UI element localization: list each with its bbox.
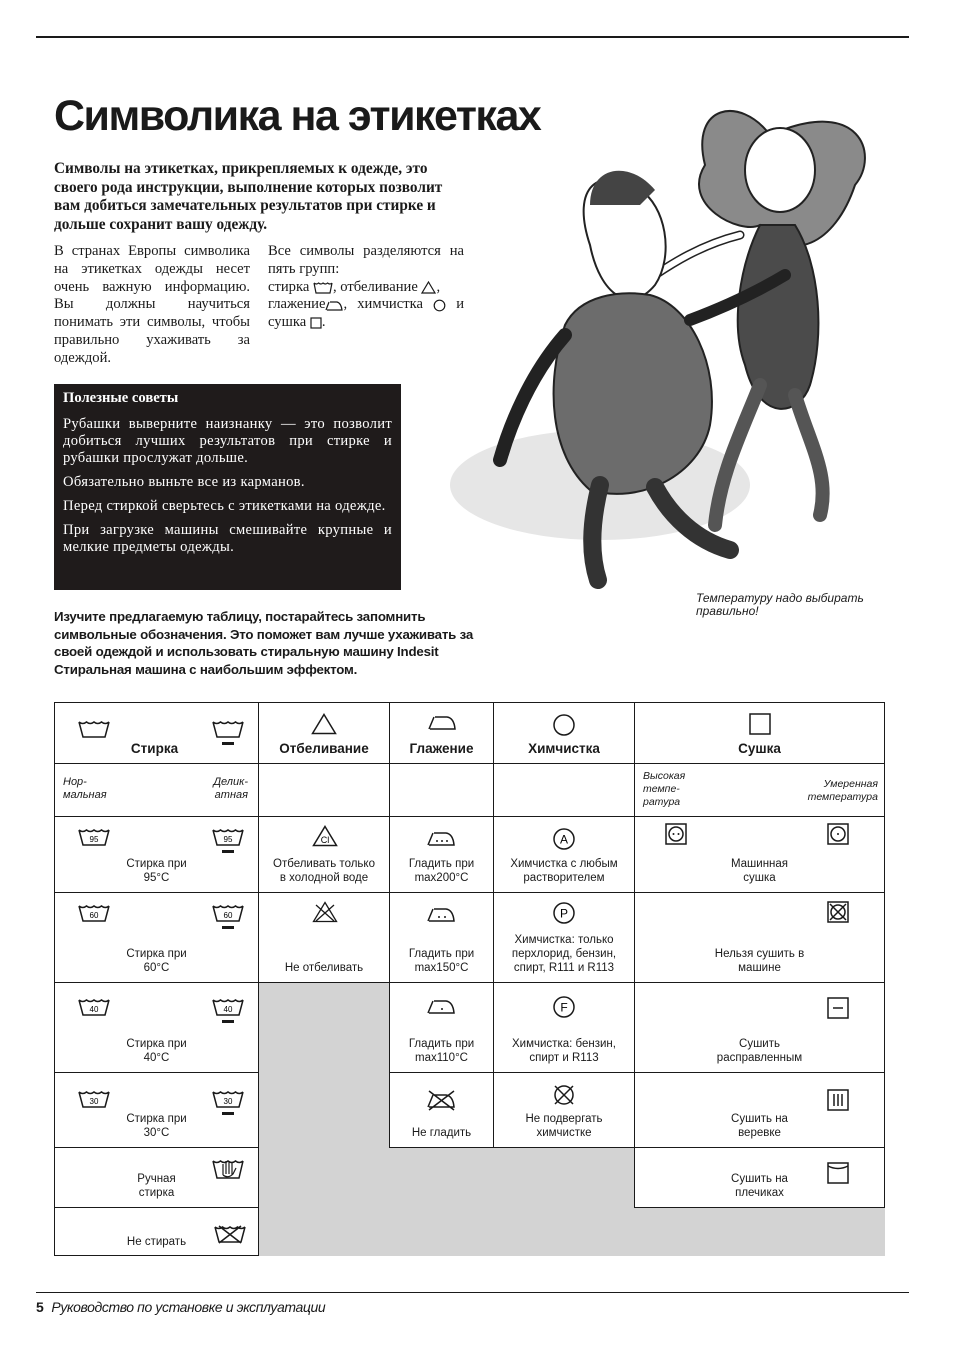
wash-temp: 95 bbox=[223, 835, 233, 844]
body-column-2 bbox=[268, 243, 464, 332]
dancing-couple-illustration bbox=[440, 95, 905, 590]
iron-150-label: Гладить при max150°С bbox=[408, 948, 475, 974]
wash-header-cell bbox=[55, 703, 259, 764]
iron-3dot-icon bbox=[426, 829, 456, 847]
dry-line-cell bbox=[635, 1073, 885, 1148]
wash-header: Стирка bbox=[130, 741, 179, 756]
top-rule bbox=[36, 36, 909, 38]
tip-item: Рубашки выверните наизнанку — это позволит добиться лучших результатов при стирке и рубашки прослужат дольше. bbox=[63, 416, 392, 466]
no-wash-cell bbox=[55, 1208, 259, 1256]
wash-95-cell bbox=[55, 817, 259, 893]
dry-word: и сушка bbox=[268, 296, 465, 331]
wash-95-icon bbox=[77, 827, 111, 847]
page-footer bbox=[36, 1299, 325, 1315]
wash-temp: 40 bbox=[223, 1005, 233, 1014]
empty-gray-cell bbox=[259, 1208, 390, 1256]
dryclean-header-cell bbox=[494, 703, 635, 764]
square-icon bbox=[749, 713, 771, 735]
groups-intro: Все символы разделяются на пять групп: bbox=[268, 243, 464, 277]
wash-subheader-cell bbox=[55, 764, 259, 817]
wash-temp: 30 bbox=[89, 1097, 99, 1106]
no-iron-label: Не гладить bbox=[411, 1127, 472, 1139]
bottom-rule bbox=[36, 1292, 909, 1293]
dryclean-a-icon bbox=[552, 827, 576, 851]
iron-word: глажение bbox=[268, 296, 326, 313]
empty-gray-cell bbox=[259, 1148, 390, 1208]
wash-40-delicate-icon bbox=[211, 997, 245, 1025]
no-tumble-dry-icon bbox=[827, 901, 849, 923]
wash-60-cell bbox=[55, 893, 259, 983]
iron-200-cell bbox=[390, 817, 494, 893]
no-machine-dry-label: Нельзя сушить в машине bbox=[714, 948, 805, 974]
no-dryclean-label: Не подвергать химчистке bbox=[525, 1113, 603, 1139]
table-intro: Изучите предлагаемую таблицу, постарайтесь запомнить символьные обозначения. Это поможет вам лучше ухаживать за своей одеждой и использовать стиральную машину Indesit Стиральная машина с наибольшим эффектом. bbox=[54, 609, 474, 677]
wash-temp: 60 bbox=[223, 911, 233, 920]
wash-60-label: Стирка при 60°С bbox=[126, 948, 187, 974]
empty-cell bbox=[494, 764, 635, 817]
iron-110-cell bbox=[390, 983, 494, 1073]
iron-1dot-icon bbox=[426, 997, 456, 1015]
page-title: Символика на этикетках bbox=[54, 92, 541, 140]
dry-header: Сушка bbox=[738, 741, 781, 756]
dry-subheader-cell bbox=[635, 764, 885, 817]
no-bleach-icon bbox=[312, 901, 338, 923]
dry-line-label: Сушить на веревке bbox=[731, 1113, 788, 1139]
bleach-cold-label: Отбеливать только в холодной воде bbox=[273, 858, 375, 884]
page-number: 5 bbox=[36, 1299, 44, 1315]
care-symbols-table bbox=[54, 702, 885, 1256]
wash-word: стирка bbox=[268, 278, 310, 295]
empty-gray-cell bbox=[390, 1148, 494, 1208]
triangle-icon bbox=[421, 281, 436, 294]
tip-item: Обязательно выньте все из карманов. bbox=[63, 474, 305, 490]
square-icon bbox=[310, 317, 322, 329]
iron-header-cell bbox=[390, 703, 494, 764]
dryclean-a-label: Химчистка с любым растворителем bbox=[510, 858, 618, 884]
empty-gray-cell bbox=[390, 1208, 494, 1256]
iron-110-label: Гладить при max110°С bbox=[408, 1038, 475, 1064]
footer-text: Руководство по установке и эксплуатации bbox=[51, 1299, 326, 1315]
wash-30-label: Стирка при 30°С bbox=[126, 1113, 187, 1139]
empty-gray-cell bbox=[635, 1208, 885, 1256]
dryclean-p-label: Химчистка: только перхлорид, бензин, спирт, R111 и R113 bbox=[511, 934, 617, 974]
wash-40-cell bbox=[55, 983, 259, 1073]
lead-paragraph: Символы на этикетках, прикрепляемых к одежде, это своего рода инструкции, выполнение которых позволит вам добиться замечательных результатов при стирке и дольше сохранит вашу одежду. bbox=[54, 160, 443, 233]
wash-60-delicate-icon bbox=[211, 903, 245, 931]
no-wash-label: Не стирать bbox=[126, 1236, 187, 1248]
dryclean-f-label: Химчистка: бензин, спирт и R113 bbox=[512, 1038, 616, 1064]
wash-30-cell bbox=[55, 1073, 259, 1148]
no-dryclean-cell bbox=[494, 1073, 635, 1148]
wash-30-icon bbox=[77, 1089, 111, 1109]
wash-95-label: Стирка при 95°С bbox=[126, 858, 187, 884]
empty-gray-cell bbox=[259, 1073, 390, 1148]
dryclean-a-cell bbox=[494, 817, 635, 893]
triangle-icon bbox=[311, 713, 337, 735]
dry-machine-cell bbox=[635, 817, 885, 893]
wash-60-icon bbox=[77, 903, 111, 923]
bleach-cold-cell bbox=[259, 817, 390, 893]
bleach-header: Отбеливание bbox=[279, 741, 369, 756]
empty-gray-cell bbox=[494, 1148, 635, 1208]
bleach-header-cell bbox=[259, 703, 390, 764]
dryclean-f-icon bbox=[552, 995, 576, 1019]
tips-box bbox=[54, 384, 401, 590]
dryclean-p-icon bbox=[552, 901, 576, 925]
wash-40-icon bbox=[77, 997, 111, 1017]
no-dryclean-icon bbox=[552, 1083, 576, 1107]
tumble-dry-high-icon bbox=[665, 823, 687, 845]
dry-hanger-label: Сушить на плечиках bbox=[731, 1173, 788, 1199]
iron-icon bbox=[325, 299, 343, 311]
iron-header: Глажение bbox=[409, 741, 474, 756]
dry-line-icon bbox=[827, 1089, 849, 1111]
comma: , bbox=[436, 278, 441, 295]
circle-icon bbox=[552, 713, 576, 737]
high-temp-label: Высокая темпе- ратура bbox=[643, 770, 686, 808]
no-bleach-cell bbox=[259, 893, 390, 983]
normal-label: Нор- мальная bbox=[63, 776, 107, 801]
bleach-symbol-text: Cl bbox=[320, 835, 330, 845]
tumble-dry-low-icon bbox=[827, 823, 849, 845]
moderate-temp-label: Умеренная температура bbox=[807, 778, 878, 803]
wash-tub-icon bbox=[77, 719, 111, 739]
no-bleach-label: Не отбеливать bbox=[284, 962, 364, 974]
empty-gray-cell bbox=[494, 1208, 635, 1256]
iron-icon bbox=[427, 713, 457, 731]
tips-heading: Полезные советы bbox=[63, 390, 179, 406]
dry-flat-icon bbox=[827, 997, 849, 1019]
empty-cell bbox=[259, 764, 390, 817]
dryclean-letter: A bbox=[559, 832, 569, 847]
iron-150-cell bbox=[390, 893, 494, 983]
wash-temp: 60 bbox=[89, 911, 99, 920]
iron-200-label: Гладить при max200°С bbox=[408, 858, 475, 884]
wash-tub-icon bbox=[313, 281, 333, 294]
empty-cell bbox=[390, 764, 494, 817]
dryclean-p-cell bbox=[494, 893, 635, 983]
delicate-label: Делик- атная bbox=[213, 776, 248, 801]
dry-flat-cell bbox=[635, 983, 885, 1073]
wash-temp: 30 bbox=[223, 1097, 233, 1106]
dryclean-letter: P bbox=[559, 906, 569, 921]
bleach-cl-icon bbox=[312, 825, 338, 847]
no-iron-cell bbox=[390, 1073, 494, 1148]
dryclean-word: , химчистка bbox=[343, 296, 423, 313]
tip-item: Перед стиркой сверьтесь с этикетками на одежде. bbox=[63, 498, 386, 514]
dry-hanger-cell bbox=[635, 1148, 885, 1208]
dry-header-cell bbox=[635, 703, 885, 764]
illustration-caption: Температуру надо выбирать правильно! bbox=[696, 591, 864, 618]
body-column-1: В странах Европы символика на этикетках одежды несет очень важную информацию. Вы должны научиться понимать эти символы, чтобы правильно ухаживать за одеждой. bbox=[54, 243, 250, 366]
hand-wash-label: Ручная стирка bbox=[137, 1173, 176, 1199]
dry-flat-label: Сушить расправленным bbox=[716, 1038, 803, 1064]
hand-wash-cell bbox=[55, 1148, 259, 1208]
wash-temp: 95 bbox=[89, 835, 99, 844]
dryclean-f-cell bbox=[494, 983, 635, 1073]
period: . bbox=[321, 314, 326, 331]
dryclean-header: Химчистка bbox=[528, 741, 600, 756]
tip-item: При загрузке машины смешивайте крупные и мелкие предметы одежды. bbox=[63, 522, 392, 555]
no-machine-dry-cell bbox=[635, 893, 885, 983]
dryclean-letter: F bbox=[560, 1000, 568, 1015]
dry-machine-label: Машинная сушка bbox=[730, 858, 789, 884]
wash-95-delicate-icon bbox=[211, 827, 245, 855]
wash-40-label: Стирка при 40°С bbox=[126, 1038, 187, 1064]
no-iron-icon bbox=[426, 1089, 456, 1111]
wash-temp: 40 bbox=[89, 1005, 99, 1014]
iron-2dot-icon bbox=[426, 905, 456, 923]
bleach-word: , отбеливание bbox=[332, 278, 418, 295]
empty-gray-cell bbox=[259, 983, 390, 1073]
